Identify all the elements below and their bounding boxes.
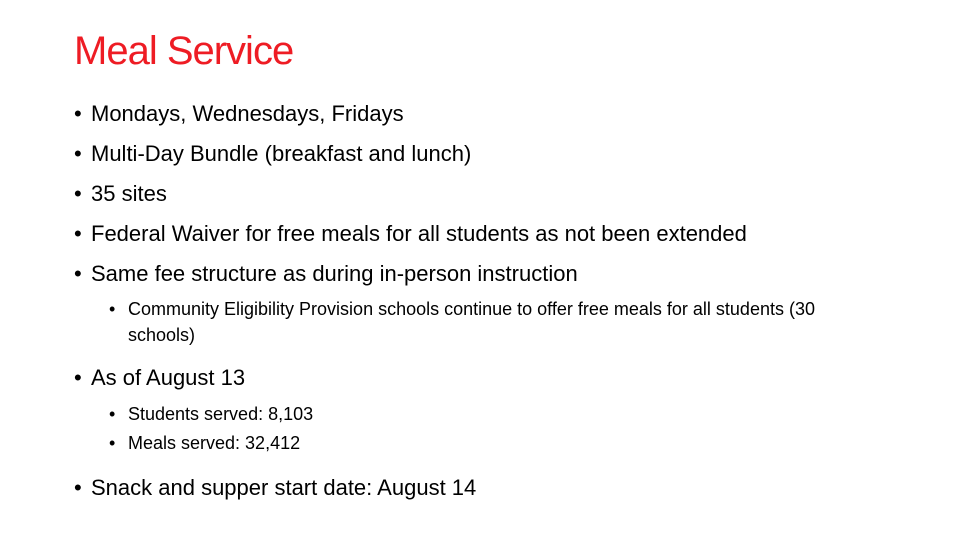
bullet-text: Snack and supper start date: August 14 <box>91 475 477 500</box>
slide-body <box>74 94 934 508</box>
bullet-marker: • <box>109 404 116 424</box>
bullet-marker: • <box>74 221 82 246</box>
bullet-text: 35 sites <box>91 181 167 206</box>
bullet-text: Students served: 8,103 <box>128 404 314 424</box>
bullet-text: Mondays, Wednesdays, Fridays <box>91 101 404 126</box>
bullet-item <box>74 254 934 294</box>
bullet-marker: • <box>74 101 82 126</box>
bullet-marker: • <box>109 433 116 453</box>
bullet-marker: • <box>109 299 116 319</box>
bullet-item <box>74 468 934 508</box>
bullet-text: Meals served: 32,412 <box>128 433 301 453</box>
bullet-marker: • <box>74 141 82 166</box>
bullet-marker: • <box>74 261 82 286</box>
bullet-marker: • <box>74 181 82 206</box>
bullet-marker: • <box>74 365 82 390</box>
bullet-text: Same fee structure as during in-person instruction <box>91 261 578 286</box>
bullet-text: Community Eligibility Provision schools continue to offer free meals for all students (30 schools) <box>128 299 815 345</box>
sub-bullet-item <box>74 429 934 458</box>
bullet-text: As of August 13 <box>91 365 246 390</box>
sub-bullet-item <box>74 400 934 429</box>
bullet-text: Federal Waiver for free meals for all students as not been extended <box>91 221 747 246</box>
bullet-item <box>74 214 934 254</box>
bullet-item <box>74 358 934 398</box>
bullet-marker: • <box>74 475 82 500</box>
bullet-item <box>74 174 934 214</box>
bullet-item <box>74 134 934 174</box>
sub-bullet-item <box>74 296 868 348</box>
bullet-text: Multi-Day Bundle (breakfast and lunch) <box>91 141 472 166</box>
slide-title: Meal Service <box>74 29 294 73</box>
bullet-item <box>74 94 934 134</box>
